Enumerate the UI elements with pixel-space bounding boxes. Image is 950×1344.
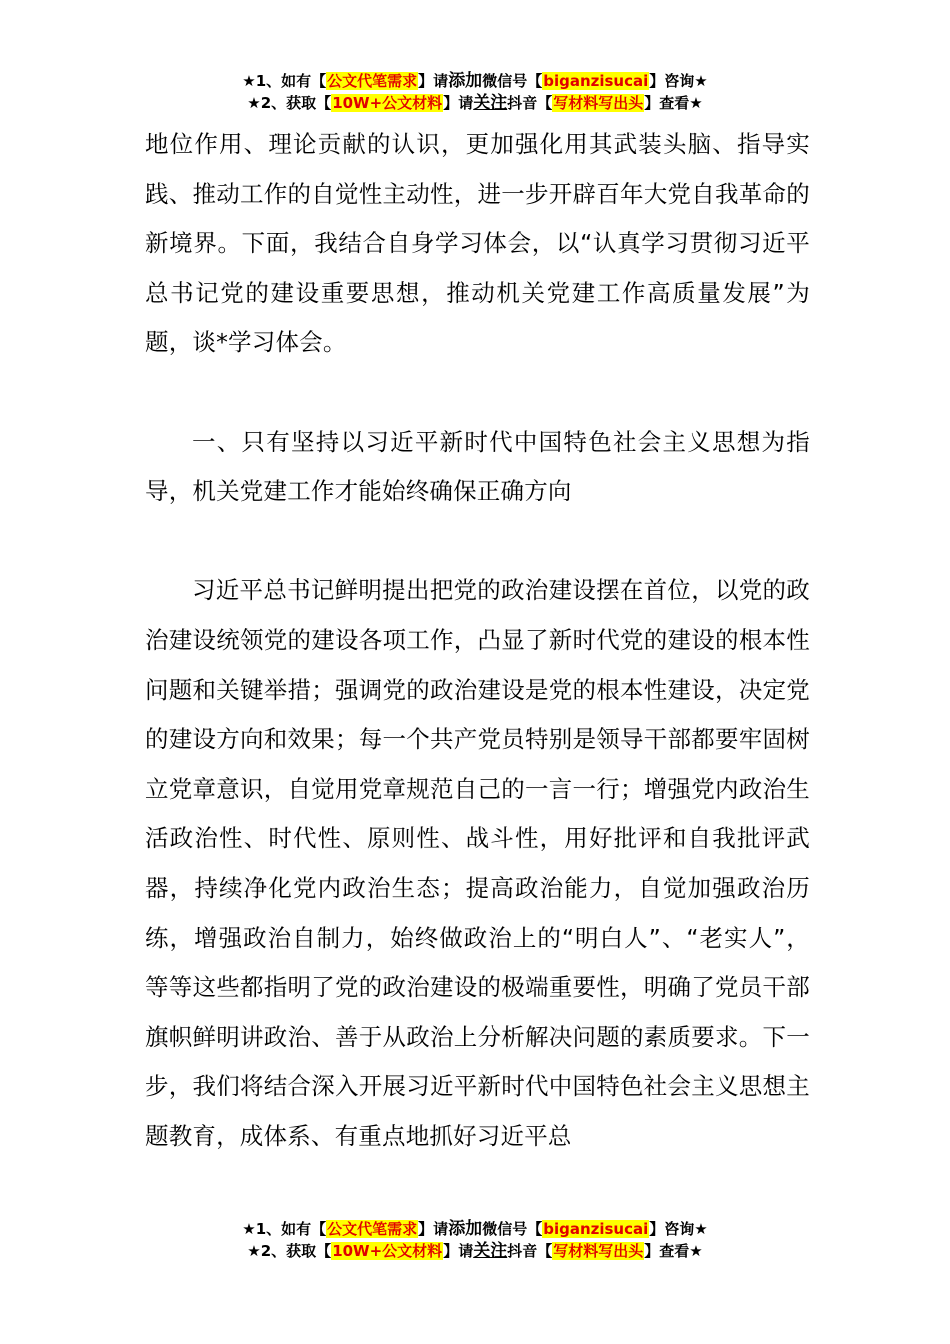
highlight-douyin: 写材料写出头 <box>553 94 644 112</box>
banner-text: 微信号【 <box>482 72 543 90</box>
spacer <box>145 368 810 418</box>
banner-emphasis: 关注 <box>473 93 508 113</box>
banner-text: 抖音【 <box>507 1242 553 1260</box>
spacer <box>145 517 810 567</box>
highlight-douyin: 写材料写出头 <box>553 1242 644 1260</box>
highlight-materials: 10W+公文材料 <box>332 94 443 112</box>
document-body <box>145 120 810 1161</box>
footer-banner <box>0 1218 950 1262</box>
banner-text: ★2、获取【 <box>247 1242 332 1260</box>
banner-text: ★2、获取【 <box>247 94 332 112</box>
banner-line-1 <box>0 70 950 92</box>
banner-text: 】查看★ <box>644 1242 703 1260</box>
banner-text: 】请 <box>443 1242 474 1260</box>
banner-text: 】咨询★ <box>649 72 708 90</box>
highlight-wechat-id: biganzisucai <box>543 72 649 90</box>
banner-text: 】请 <box>418 1220 449 1238</box>
banner-emphasis: 添加 <box>448 71 483 91</box>
banner-text: ★1、如有【 <box>242 72 327 90</box>
banner-line-1 <box>0 1218 950 1240</box>
highlight-service: 公文代笔需求 <box>327 72 418 90</box>
highlight-service: 公文代笔需求 <box>327 1220 418 1238</box>
highlight-wechat-id: biganzisucai <box>543 1220 649 1238</box>
banner-text: 抖音【 <box>507 94 553 112</box>
banner-emphasis: 添加 <box>448 1219 483 1239</box>
banner-emphasis: 关注 <box>473 1241 508 1261</box>
banner-text: 】咨询★ <box>649 1220 708 1238</box>
paragraph-intro: 地位作用、理论贡献的认识，更加强化用其武装头脑、指导实践、推动工作的自觉性主动性，进一步开辟百年大党自我革命的新境界。下面，我结合自身学习体会，以“认真学习贯彻习近平总书记党的建设重要思想，推动机关党建工作高质量发展”为题，谈*学习体会。 <box>145 130 810 357</box>
section-heading: 一、只有坚持以习近平新时代中国特色社会主义思想为指导，机关党建工作才能始终确保正确方向 <box>145 427 810 506</box>
paragraph-body: 习近平总书记鲜明提出把党的政治建设摆在首位，以党的政治建设统领党的建设各项工作，凸显了新时代党的建设的根本性问题和关键举措；强调党的政治建设是党的根本性建设，决定党的建设方向和效果；每一个共产党员特别是领导干部都要牢固树立党章意识，自觉用党章规范自己的一言一行；增强党内政治生活政治性、时代性、原则性、战斗性，用好批评和自我批评武器，持续净化党内政治生态；提高政治能力，自觉加强政治历练，增强政治自制力，始终做政治上的“明白人”、“老实人”，等等这些都指明了党的政治建设的极端重要性，明确了党员干部旗帜鲜明讲政治、善于从政治上分析解决问题的素质要求。下一步，我们将结合深入开展习近平新时代中国特色社会主义思想主题教育，成体系、有重点地抓好习近平总 <box>145 576 810 1150</box>
banner-text: 微信号【 <box>482 1220 543 1238</box>
banner-line-2 <box>0 1240 950 1262</box>
highlight-materials: 10W+公文材料 <box>332 1242 443 1260</box>
banner-text: 】请 <box>443 94 474 112</box>
banner-line-2 <box>0 92 950 114</box>
banner-text: 】请 <box>418 72 449 90</box>
banner-text: ★1、如有【 <box>242 1220 327 1238</box>
banner-text: 】查看★ <box>644 94 703 112</box>
header-banner <box>0 70 950 114</box>
